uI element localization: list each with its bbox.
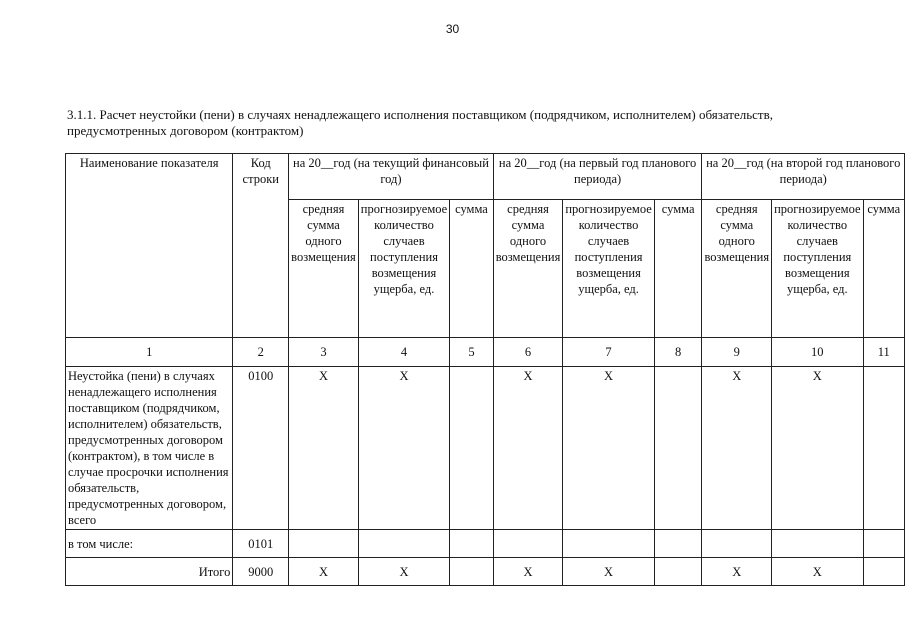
column-number: 5 — [450, 338, 494, 367]
row-code: 9000 — [233, 558, 289, 586]
table-cell — [863, 530, 904, 558]
penalty-calculation-table — [65, 153, 905, 586]
column-number: 4 — [358, 338, 449, 367]
table-cell: X — [772, 367, 863, 530]
column-number: 7 — [563, 338, 654, 367]
table-cell — [654, 558, 702, 586]
header-sum: сумма — [654, 200, 702, 338]
table-cell: X — [772, 558, 863, 586]
table-cell — [863, 558, 904, 586]
row-indicator-name: в том числе: — [66, 530, 233, 558]
header-row-groups — [66, 154, 905, 200]
header-forecast-count: прогнозируемое количество случаев поступления возмещения ущерба, ед. — [772, 200, 863, 338]
header-sum: сумма — [863, 200, 904, 338]
table-cell — [654, 530, 702, 558]
row-indicator-name: Неустойка (пени) в случаях ненадлежащего исполнения поставщиком (подрядчиком, исполнителем) обязательств, предусмотренных договором (контрактом), в том числе в случае просрочки исполнения обязательств, предусмотренных договором, всего — [66, 367, 233, 530]
column-number: 10 — [772, 338, 863, 367]
table-cell — [493, 530, 563, 558]
header-second-plan-year: на 20__год (на второй год планового периода) — [702, 154, 905, 200]
table-cell — [358, 530, 449, 558]
header-forecast-count: прогнозируемое количество случаев поступления возмещения ущерба, ед. — [358, 200, 449, 338]
table-cell — [654, 367, 702, 530]
header-current-year: на 20__год (на текущий финансовый год) — [289, 154, 494, 200]
section-title — [67, 107, 867, 139]
table-cell: X — [358, 367, 449, 530]
table-cell — [450, 367, 494, 530]
column-number: 2 — [233, 338, 289, 367]
table-cell: X — [358, 558, 449, 586]
header-first-plan-year: на 20__год (на первый год планового периода) — [493, 154, 702, 200]
row-code: 0100 — [233, 367, 289, 530]
table-cell: X — [563, 558, 654, 586]
header-row-code: Код строки — [233, 154, 289, 338]
table-cell: X — [702, 558, 772, 586]
page-number: 30 — [445, 22, 460, 36]
table-cell: X — [563, 367, 654, 530]
table-cell — [450, 558, 494, 586]
table-cell: X — [493, 367, 563, 530]
column-number: 6 — [493, 338, 563, 367]
table-cell — [563, 530, 654, 558]
header-avg-amount: средняя сумма одного возмещения — [289, 200, 359, 338]
table-cell: X — [289, 367, 359, 530]
section-title-line1: 3.1.1. Расчет неустойки (пени) в случаях ненадлежащего исполнения поставщиком (подрядчиком, исполнителем) обязательств, — [67, 107, 774, 122]
table-cell — [450, 530, 494, 558]
table-cell: X — [289, 558, 359, 586]
row-indicator-name: Итого — [66, 558, 233, 586]
header-forecast-count: прогнозируемое количество случаев поступления возмещения ущерба, ед. — [563, 200, 654, 338]
column-number: 9 — [702, 338, 772, 367]
table-cell — [289, 530, 359, 558]
section-title-line2: предусмотренных договором (контрактом) — [67, 123, 304, 138]
table-cell — [772, 530, 863, 558]
table-cell — [702, 530, 772, 558]
column-number: 1 — [66, 338, 233, 367]
header-avg-amount: средняя сумма одного возмещения — [493, 200, 563, 338]
column-number-row — [66, 338, 905, 367]
header-indicator-name: Наименование показателя — [66, 154, 233, 338]
table-row-penalty-total — [66, 367, 905, 530]
header-sum: сумма — [450, 200, 494, 338]
header-avg-amount: средняя сумма одного возмещения — [702, 200, 772, 338]
table-row-including — [66, 530, 905, 558]
table-cell: X — [702, 367, 772, 530]
column-number: 8 — [654, 338, 702, 367]
column-number: 3 — [289, 338, 359, 367]
table-cell — [863, 367, 904, 530]
row-code: 0101 — [233, 530, 289, 558]
column-number: 11 — [863, 338, 904, 367]
table-cell: X — [493, 558, 563, 586]
table-row-total — [66, 558, 905, 586]
